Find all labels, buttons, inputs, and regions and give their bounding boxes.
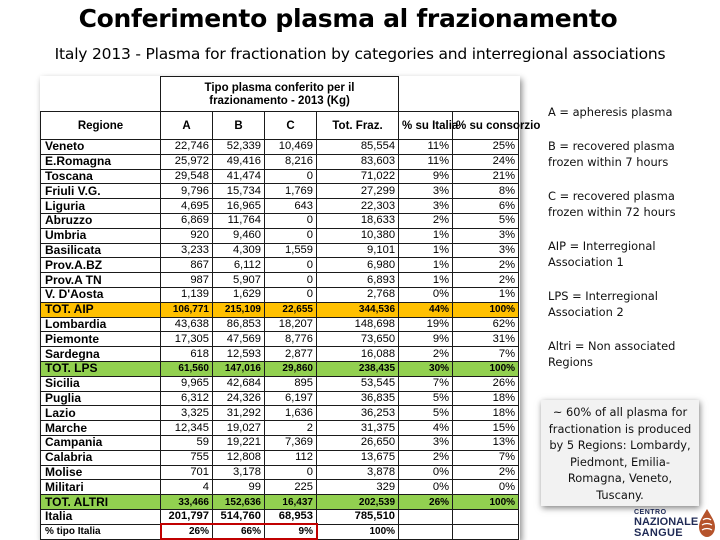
value-cell: 86,853 bbox=[213, 317, 265, 332]
region-cell: Sicilia bbox=[41, 376, 161, 391]
region-cell: Puglia bbox=[41, 391, 161, 406]
region-cell: TOT. ALTRI bbox=[41, 495, 161, 510]
value-cell: 16,437 bbox=[265, 495, 317, 510]
value-cell: 0% bbox=[399, 465, 453, 480]
value-cell: 13% bbox=[453, 435, 519, 450]
centro-nazionale-sangue-logo bbox=[630, 506, 720, 540]
value-cell: 1% bbox=[399, 228, 453, 243]
value-cell: 5,907 bbox=[213, 273, 265, 288]
value-cell: 15,734 bbox=[213, 184, 265, 199]
value-cell: 73,650 bbox=[317, 332, 399, 347]
value-cell: 2% bbox=[453, 273, 519, 288]
value-cell: 6,112 bbox=[213, 258, 265, 273]
legend bbox=[548, 104, 698, 388]
value-cell: 6% bbox=[453, 199, 519, 214]
value-cell: 5% bbox=[399, 391, 453, 406]
region-cell: Sardegna bbox=[41, 347, 161, 362]
region-cell: Toscana bbox=[41, 169, 161, 184]
value-cell bbox=[399, 509, 453, 524]
value-cell: 47,569 bbox=[213, 332, 265, 347]
value-cell: 29,860 bbox=[265, 361, 317, 376]
value-cell: 10,380 bbox=[317, 228, 399, 243]
table-row bbox=[41, 480, 519, 495]
header-cell: A bbox=[161, 112, 213, 140]
table-row bbox=[41, 213, 519, 228]
region-cell: Prov.A TN bbox=[41, 273, 161, 288]
value-cell: 4 bbox=[161, 480, 213, 495]
value-cell: 618 bbox=[161, 347, 213, 362]
table-row bbox=[41, 140, 519, 155]
value-cell: 643 bbox=[265, 199, 317, 214]
header-cell: Tot. Fraz. bbox=[317, 112, 399, 140]
table-row bbox=[41, 199, 519, 214]
value-cell: 68,953 bbox=[265, 509, 317, 524]
header-cell: % su consorzio bbox=[453, 112, 519, 140]
table-row bbox=[41, 317, 519, 332]
value-cell: 3% bbox=[453, 228, 519, 243]
table-row bbox=[41, 421, 519, 436]
value-cell: 2,768 bbox=[317, 287, 399, 302]
table-row bbox=[41, 228, 519, 243]
value-cell: 8% bbox=[453, 184, 519, 199]
value-cell: 0 bbox=[265, 465, 317, 480]
table-row bbox=[41, 243, 519, 258]
value-cell: 8,776 bbox=[265, 332, 317, 347]
table-row bbox=[41, 450, 519, 465]
region-cell: Piemonte bbox=[41, 332, 161, 347]
value-cell: 6,312 bbox=[161, 391, 213, 406]
region-cell: V. D'Aosta bbox=[41, 287, 161, 302]
value-cell: 49,416 bbox=[213, 154, 265, 169]
value-cell: 0 bbox=[265, 169, 317, 184]
logo-line-2: NAZIONALE bbox=[634, 516, 699, 528]
table-row bbox=[41, 509, 519, 524]
value-cell: 7% bbox=[453, 347, 519, 362]
value-cell: 18% bbox=[453, 406, 519, 421]
value-cell: 27,299 bbox=[317, 184, 399, 199]
header-cell: % su Italia bbox=[399, 112, 453, 140]
value-cell: 15% bbox=[453, 421, 519, 436]
value-cell: 1,629 bbox=[213, 287, 265, 302]
table-row bbox=[41, 273, 519, 288]
value-cell: 83,603 bbox=[317, 154, 399, 169]
value-cell: 100% bbox=[453, 302, 519, 317]
slide-subtitle: Italy 2013 - Plasma for fractionation by categories and interregional associations bbox=[54, 45, 666, 63]
legend-item: Altri = Non associated Regions bbox=[548, 338, 676, 369]
region-cell: Militari bbox=[41, 480, 161, 495]
value-cell: 18% bbox=[453, 391, 519, 406]
value-cell: 13,675 bbox=[317, 450, 399, 465]
value-cell: 920 bbox=[161, 228, 213, 243]
region-cell: TOT. AIP bbox=[41, 302, 161, 317]
value-cell: 9% bbox=[265, 524, 317, 539]
region-cell: Prov.A.BZ bbox=[41, 258, 161, 273]
value-cell: 100% bbox=[317, 524, 399, 539]
value-cell: 5% bbox=[399, 406, 453, 421]
value-cell: 4% bbox=[399, 421, 453, 436]
value-cell: 31% bbox=[453, 332, 519, 347]
value-cell: 10,469 bbox=[265, 140, 317, 155]
value-cell: 31,292 bbox=[213, 406, 265, 421]
value-cell: 344,536 bbox=[317, 302, 399, 317]
value-cell: 19% bbox=[399, 317, 453, 332]
table-row bbox=[41, 524, 519, 539]
header-row bbox=[41, 112, 519, 140]
value-cell: 987 bbox=[161, 273, 213, 288]
region-cell: Lombardia bbox=[41, 317, 161, 332]
table-row bbox=[41, 495, 519, 510]
value-cell: 201,797 bbox=[161, 509, 213, 524]
table-row bbox=[41, 376, 519, 391]
table-row bbox=[41, 347, 519, 362]
value-cell: 26% bbox=[161, 524, 213, 539]
value-cell: 3,878 bbox=[317, 465, 399, 480]
table-row bbox=[41, 332, 519, 347]
value-cell: 6,980 bbox=[317, 258, 399, 273]
value-cell: 9,101 bbox=[317, 243, 399, 258]
value-cell: 148,698 bbox=[317, 317, 399, 332]
region-cell: Campania bbox=[41, 435, 161, 450]
value-cell: 18,633 bbox=[317, 213, 399, 228]
callout-box: ~ 60% of all plasma for fractionation is produced by 5 Regions: Lombardy, Piedmont, Emilia-Romagna, Veneto, Tuscany. bbox=[541, 400, 699, 506]
region-cell: Veneto bbox=[41, 140, 161, 155]
legend-item: B = recovered plasma frozen within 7 hours bbox=[548, 138, 675, 169]
value-cell: 1,559 bbox=[265, 243, 317, 258]
value-cell: 2% bbox=[399, 213, 453, 228]
value-cell: 26% bbox=[453, 376, 519, 391]
value-cell: 11% bbox=[399, 140, 453, 155]
value-cell: 30% bbox=[399, 361, 453, 376]
value-cell: 21% bbox=[453, 169, 519, 184]
legend-item: C = recovered plasma frozen within 72 hours bbox=[548, 188, 676, 219]
value-cell: 202,539 bbox=[317, 495, 399, 510]
blood-drop-icon bbox=[696, 506, 718, 540]
value-cell: 53,545 bbox=[317, 376, 399, 391]
header-cell: B bbox=[213, 112, 265, 140]
value-cell: 59 bbox=[161, 435, 213, 450]
value-cell: 61,560 bbox=[161, 361, 213, 376]
legend-item: AIP = Interregional Association 1 bbox=[548, 238, 656, 269]
value-cell: 62% bbox=[453, 317, 519, 332]
value-cell: 785,510 bbox=[317, 509, 399, 524]
value-cell: 12,345 bbox=[161, 421, 213, 436]
value-cell: 2,877 bbox=[265, 347, 317, 362]
logo-line-3: SANGUE bbox=[634, 527, 683, 539]
table-row bbox=[41, 302, 519, 317]
region-cell: Friuli V.G. bbox=[41, 184, 161, 199]
value-cell: 895 bbox=[265, 376, 317, 391]
value-cell: 867 bbox=[161, 258, 213, 273]
plasma-table bbox=[40, 76, 541, 540]
region-cell: Molise bbox=[41, 465, 161, 480]
value-cell: 22,746 bbox=[161, 140, 213, 155]
value-cell: 9% bbox=[399, 169, 453, 184]
value-cell: 1% bbox=[399, 258, 453, 273]
value-cell: 99 bbox=[213, 480, 265, 495]
value-cell: 0% bbox=[399, 480, 453, 495]
value-cell: 85,554 bbox=[317, 140, 399, 155]
region-cell: E.Romagna bbox=[41, 154, 161, 169]
value-cell: 4,309 bbox=[213, 243, 265, 258]
value-cell: 215,109 bbox=[213, 302, 265, 317]
value-cell: 3,178 bbox=[213, 465, 265, 480]
value-cell: 22,303 bbox=[317, 199, 399, 214]
value-cell: 2% bbox=[453, 258, 519, 273]
value-cell: 6,197 bbox=[265, 391, 317, 406]
caption-spacer bbox=[399, 77, 519, 112]
value-cell: 6,869 bbox=[161, 213, 213, 228]
region-cell: TOT. LPS bbox=[41, 361, 161, 376]
value-cell: 0% bbox=[453, 480, 519, 495]
value-cell: 0 bbox=[265, 228, 317, 243]
value-cell: 26% bbox=[399, 495, 453, 510]
plasma-table-container bbox=[40, 76, 541, 540]
table-caption: Tipo plasma conferito per il frazionamento - 2013 (Kg) bbox=[161, 77, 399, 112]
value-cell: 19,027 bbox=[213, 421, 265, 436]
value-cell: 41,474 bbox=[213, 169, 265, 184]
value-cell: 152,636 bbox=[213, 495, 265, 510]
value-cell: 0% bbox=[399, 287, 453, 302]
caption-row bbox=[41, 77, 519, 112]
header-cell: Regione bbox=[41, 112, 161, 140]
value-cell: 11% bbox=[399, 154, 453, 169]
value-cell: 9% bbox=[399, 332, 453, 347]
value-cell: 71,022 bbox=[317, 169, 399, 184]
value-cell: 3% bbox=[399, 199, 453, 214]
value-cell: 7% bbox=[453, 450, 519, 465]
value-cell: 36,835 bbox=[317, 391, 399, 406]
region-cell: Marche bbox=[41, 421, 161, 436]
value-cell: 33,466 bbox=[161, 495, 213, 510]
table-row bbox=[41, 361, 519, 376]
legend-item: LPS = Interregional Association 2 bbox=[548, 288, 658, 319]
value-cell: 26,650 bbox=[317, 435, 399, 450]
region-cell: Liguria bbox=[41, 199, 161, 214]
region-cell: Umbria bbox=[41, 228, 161, 243]
value-cell: 1% bbox=[399, 243, 453, 258]
value-cell: 2 bbox=[265, 421, 317, 436]
region-cell: Abruzzo bbox=[41, 213, 161, 228]
value-cell: 18,207 bbox=[265, 317, 317, 332]
value-cell: 3% bbox=[399, 435, 453, 450]
value-cell: 5% bbox=[453, 213, 519, 228]
value-cell: 16,088 bbox=[317, 347, 399, 362]
value-cell: 238,435 bbox=[317, 361, 399, 376]
value-cell: 19,221 bbox=[213, 435, 265, 450]
value-cell: 25,972 bbox=[161, 154, 213, 169]
value-cell: 9,796 bbox=[161, 184, 213, 199]
value-cell: 514,760 bbox=[213, 509, 265, 524]
plasma-table-box bbox=[40, 76, 541, 540]
value-cell bbox=[453, 524, 519, 539]
value-cell: 16,965 bbox=[213, 199, 265, 214]
value-cell: 1,636 bbox=[265, 406, 317, 421]
table-row bbox=[41, 406, 519, 421]
value-cell: 147,016 bbox=[213, 361, 265, 376]
value-cell: 3% bbox=[399, 184, 453, 199]
table-row bbox=[41, 465, 519, 480]
value-cell: 2% bbox=[453, 465, 519, 480]
value-cell: 0 bbox=[265, 258, 317, 273]
value-cell: 36,253 bbox=[317, 406, 399, 421]
legend-item: A = apheresis plasma bbox=[548, 105, 673, 119]
value-cell: 1% bbox=[453, 287, 519, 302]
value-cell: 0 bbox=[265, 287, 317, 302]
value-cell: 4,695 bbox=[161, 199, 213, 214]
value-cell: 755 bbox=[161, 450, 213, 465]
table-row bbox=[41, 258, 519, 273]
value-cell: 100% bbox=[453, 361, 519, 376]
table-row bbox=[41, 169, 519, 184]
value-cell: 6,893 bbox=[317, 273, 399, 288]
value-cell: 25% bbox=[453, 140, 519, 155]
value-cell: 9,460 bbox=[213, 228, 265, 243]
region-cell: % tipo Italia bbox=[41, 524, 161, 539]
value-cell: 3,233 bbox=[161, 243, 213, 258]
value-cell: 22,655 bbox=[265, 302, 317, 317]
value-cell: 24,326 bbox=[213, 391, 265, 406]
value-cell: 106,771 bbox=[161, 302, 213, 317]
slide-title: Conferimento plasma al frazionamento bbox=[78, 4, 618, 33]
value-cell: 7,369 bbox=[265, 435, 317, 450]
value-cell: 12,808 bbox=[213, 450, 265, 465]
value-cell: 1% bbox=[399, 273, 453, 288]
value-cell bbox=[399, 524, 453, 539]
region-cell: Italia bbox=[41, 509, 161, 524]
value-cell: 12,593 bbox=[213, 347, 265, 362]
value-cell: 100% bbox=[453, 495, 519, 510]
table-row bbox=[41, 391, 519, 406]
value-cell: 9,965 bbox=[161, 376, 213, 391]
value-cell: 44% bbox=[399, 302, 453, 317]
value-cell: 225 bbox=[265, 480, 317, 495]
value-cell: 42,684 bbox=[213, 376, 265, 391]
value-cell: 7% bbox=[399, 376, 453, 391]
value-cell: 2% bbox=[399, 347, 453, 362]
value-cell: 66% bbox=[213, 524, 265, 539]
value-cell: 3% bbox=[453, 243, 519, 258]
value-cell: 2% bbox=[399, 450, 453, 465]
value-cell: 1,139 bbox=[161, 287, 213, 302]
value-cell: 11,764 bbox=[213, 213, 265, 228]
table-row bbox=[41, 154, 519, 169]
value-cell: 43,638 bbox=[161, 317, 213, 332]
value-cell: 3,325 bbox=[161, 406, 213, 421]
logo-line-1: CENTRO bbox=[634, 509, 667, 516]
table-row bbox=[41, 287, 519, 302]
value-cell: 0 bbox=[265, 273, 317, 288]
caption-spacer bbox=[41, 77, 161, 112]
value-cell: 31,375 bbox=[317, 421, 399, 436]
region-cell: Basilicata bbox=[41, 243, 161, 258]
value-cell: 329 bbox=[317, 480, 399, 495]
header-cell: C bbox=[265, 112, 317, 140]
value-cell: 0 bbox=[265, 213, 317, 228]
value-cell: 29,548 bbox=[161, 169, 213, 184]
value-cell: 112 bbox=[265, 450, 317, 465]
region-cell: Calabria bbox=[41, 450, 161, 465]
value-cell: 24% bbox=[453, 154, 519, 169]
table-row bbox=[41, 435, 519, 450]
value-cell: 701 bbox=[161, 465, 213, 480]
value-cell bbox=[453, 509, 519, 524]
value-cell: 52,339 bbox=[213, 140, 265, 155]
value-cell: 17,305 bbox=[161, 332, 213, 347]
table-row bbox=[41, 184, 519, 199]
value-cell: 1,769 bbox=[265, 184, 317, 199]
region-cell: Lazio bbox=[41, 406, 161, 421]
value-cell: 8,216 bbox=[265, 154, 317, 169]
